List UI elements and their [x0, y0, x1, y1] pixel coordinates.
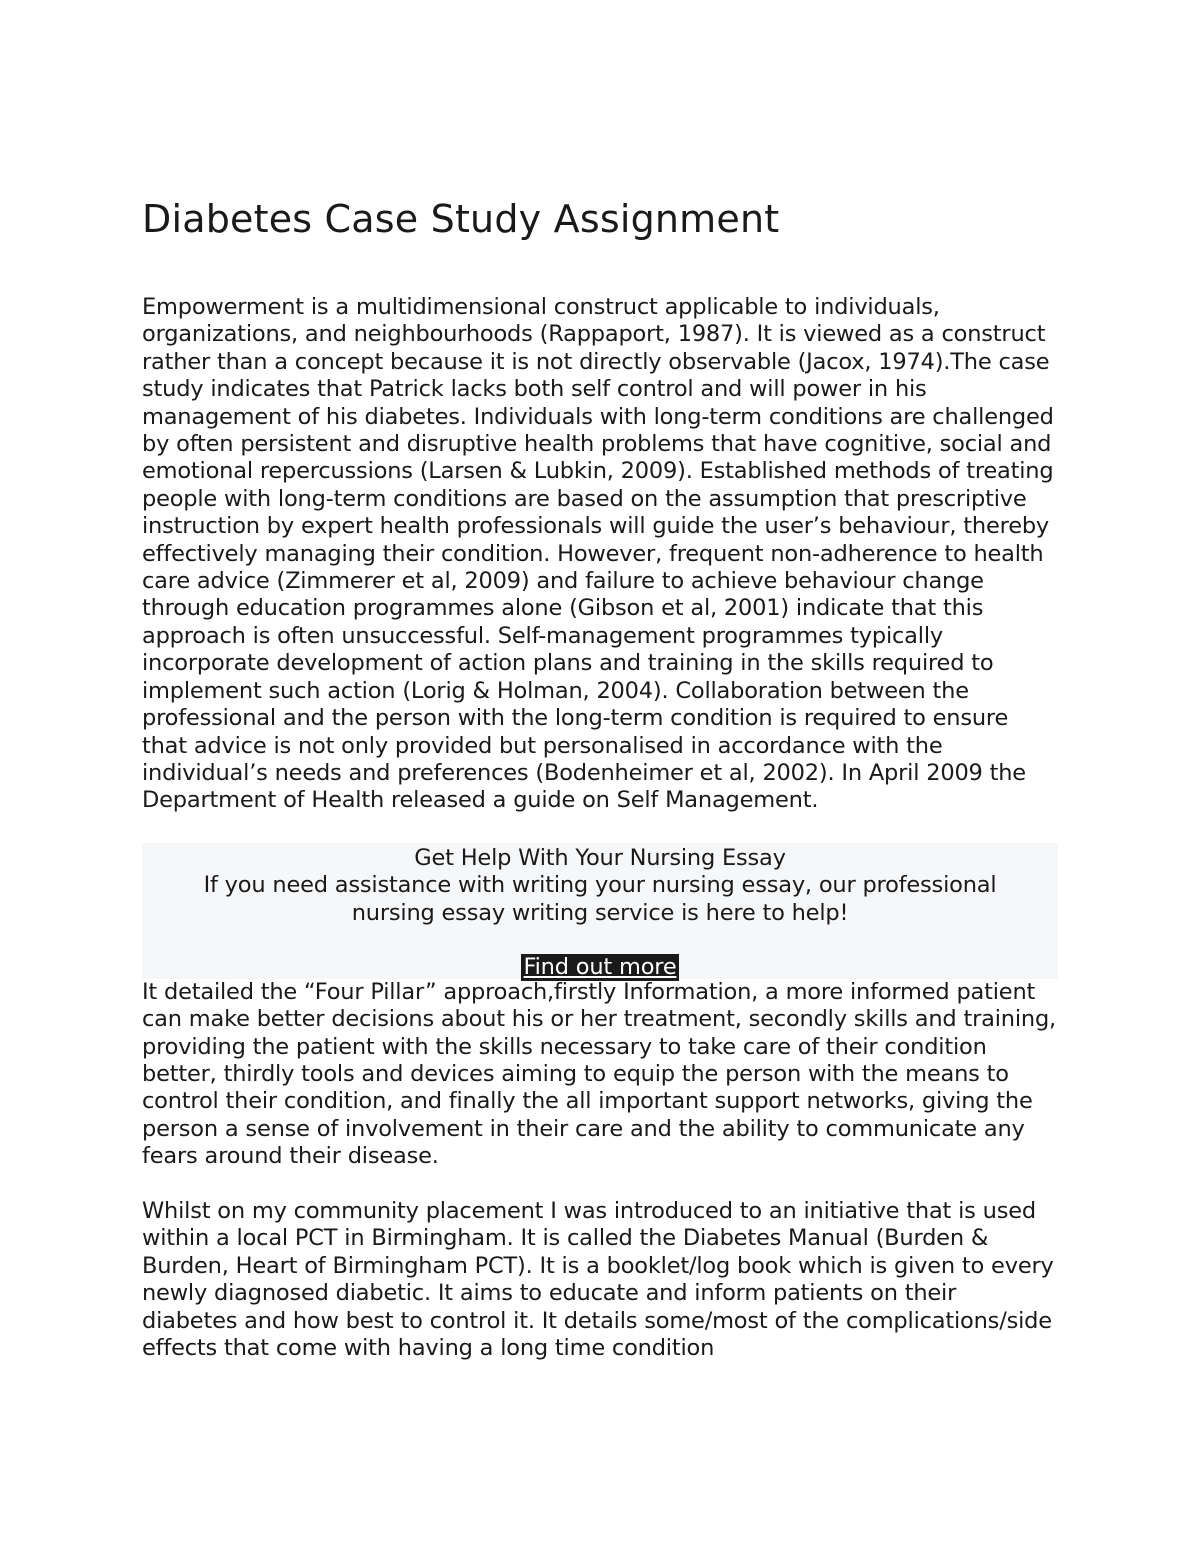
- promo-cta-wrap: [142, 954, 1058, 981]
- document-title: Diabetes Case Study Assignment: [142, 197, 780, 241]
- paragraph-empowerment: Empowerment is a multidimensional construct applicable to individuals, organizations, and neighbourhoods (Rappaport, 1987). It is viewed as a construct rather than a concept because it is not directly observable (Jacox, 1974).The case study indicates that Patrick lacks both self control and will power in his management of his diabetes. Individuals with long-term conditions are challenged by often persistent and disruptive health problems that have cognitive, social and emotional repercussions (Larsen & Lubkin, 2009). Established methods of treating people with long-term conditions are based on the assumption that prescriptive instruction by expert health professionals will guide the user’s behaviour, thereby effectively managing their condition. However, frequent non-adherence to health care advice (Zimmerer et al, 2009) and failure to achieve behaviour change through education programmes alone (Gibson et al, 2001) indicate that this approach is often unsuccessful. Self-management programmes typically incorporate development of action plans and training in the skills required to implement such action (Lorig & Holman, 2004). Collaboration between the professional and the person with the long-term condition is required to ensure that advice is not only provided but personalised in accordance with the individual’s needs and preferences (Bodenheimer et al, 2002). In April 2009 the Department of Health released a guide on Self Management.: [142, 294, 1054, 814]
- paragraph-placement: Whilst on my community placement I was introduced to an initiative that is used within a local PCT in Birmingham. It is called the Diabetes Manual (Burden & Burden, Heart of Birmingham PCT). It is a booklet/log book which is given to every newly diagnosed diabetic. It aims to educate and inform patients on their diabetes and how best to control it. It details some/most of the complications/side effects that come with having a long time condition: [142, 1197, 1054, 1361]
- promo-body: If you need assistance with writing your nursing essay, our professional nursing essay writing service is here to help!: [203, 872, 997, 926]
- promo-box: [142, 843, 1058, 979]
- document-page: [142, 196, 1058, 1362]
- find-out-more-link[interactable]: Find out more: [521, 954, 680, 981]
- paragraph-four-pillar: It detailed the “Four Pillar” approach,firstly Information, a more informed patient can make better decisions about his or her treatment, secondly skills and training, providing the patient with the skills necessary to take care of their condition better, thirdly tools and devices aiming to equip the person with the means to control their condition, and finally the all important support networks, giving the person a sense of involvement in their care and the ability to communicate any fears around their disease.: [142, 978, 1056, 1170]
- promo-heading: Get Help With Your Nursing Essay: [414, 844, 786, 871]
